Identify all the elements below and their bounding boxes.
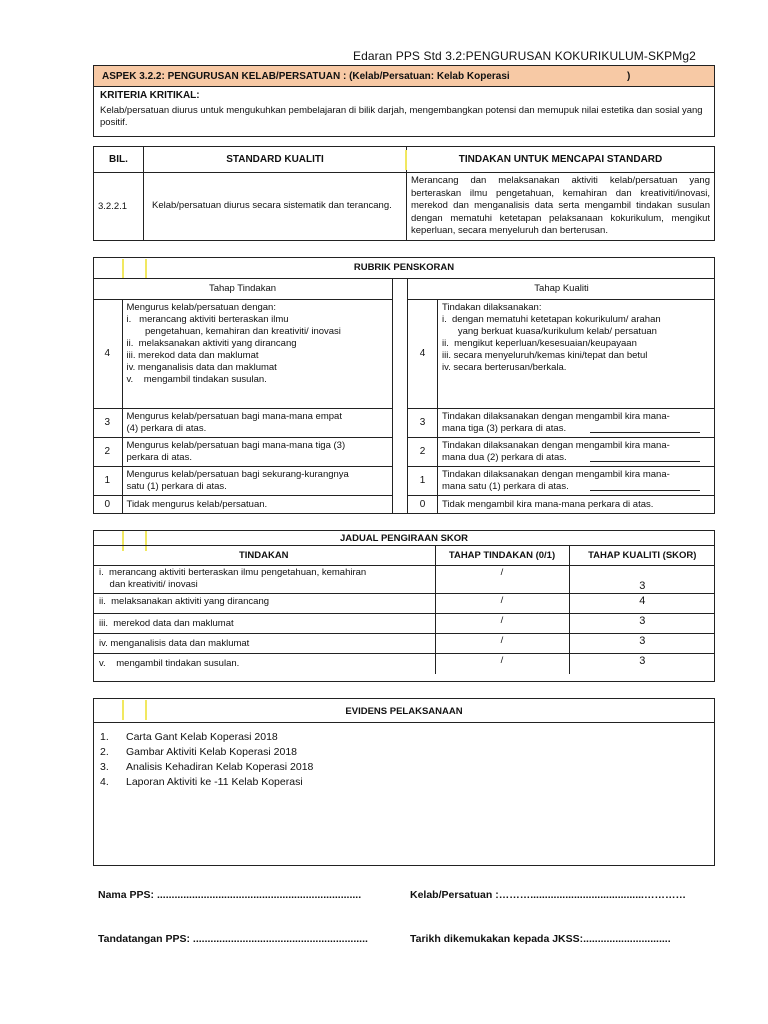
yellow-mark [122, 700, 124, 720]
rubrik-line: iv. menganalisis data dan maklumat [126, 361, 277, 373]
jadual-tt-value: / [435, 614, 569, 634]
rubrik-line: Tidak mengambil kira mana-mana perkara di atas. [438, 495, 716, 514]
rubrik-score: 1 [408, 466, 438, 495]
rubrik-title: RUBRIK PENSKORAN [353, 262, 455, 273]
rubrik-right-list-4 [442, 302, 711, 374]
jadual-tindakan-line: v. mengambil tindakan susulan. [93, 654, 435, 674]
yellow-mark [122, 259, 124, 279]
rubrik-line: v. mengambil tindakan susulan. [126, 373, 267, 385]
evidens-title: EVIDENS PELAKSANAAN [345, 706, 463, 717]
rubrik-line: (4) perkara di atas. [126, 422, 207, 434]
std-header-bil: BIL. [94, 147, 144, 173]
jadual-tt-value: / [435, 654, 569, 674]
evidens-item: 4. Laporan Aktiviti ke -11 Kelab Koperasi [100, 776, 303, 788]
kriteria-title: KRITERIA KRITIKAL: [100, 90, 200, 101]
blank-underline [590, 490, 700, 491]
jadual-table [93, 545, 715, 674]
jadual-header-tahap-tindakan: TAHAP TINDAKAN (0/1) [435, 546, 569, 566]
evidens-item: 2. Gambar Aktiviti Kelab Koperasi 2018 [100, 746, 298, 758]
jadual-tk-value: 3 [569, 654, 715, 674]
aspek-bar [93, 65, 715, 87]
rubrik-line: Tindakan dilaksanakan dengan mengambil kira mana- [442, 439, 670, 451]
jadual-tk-value: 3 [569, 614, 715, 634]
jadual-tindakan-line: i. merancang aktiviti berteraskan ilmu pengetahuan, kemahiran [99, 567, 367, 578]
rubrik-line: i. dengan mematuhi ketetapan kokurikulum/ arahan [442, 313, 661, 325]
tarikh-jkss-field[interactable]: Tarikh dikemukakan kepada JKSS:.............................. [410, 933, 671, 945]
document-header-title: Edaran PPS Std 3.2:PENGURUSAN KOKURIKULUM-SKPMg2 [353, 49, 696, 63]
yellow-mark [405, 150, 407, 170]
rubrik-score: 4 [408, 299, 438, 408]
jadual-tindakan-line: dan kreativiti/ inovasi [99, 579, 198, 590]
jadual-tk-value: 3 [569, 634, 715, 654]
rubrik-header-tahap-kualiti: Tahap Kualiti [408, 278, 716, 299]
jadual-tk-value: 4 [569, 594, 715, 614]
jadual-tt-value: / [435, 594, 569, 614]
rubrik-line: Mengurus kelab/persatuan bagi sekurang-kurangnya [126, 468, 349, 480]
rubrik-line: yang berkuat kuasa/kurikulum kelab/ persatuan [442, 325, 657, 337]
blank-underline [590, 461, 700, 462]
jadual-tindakan-line: ii. melaksanakan aktiviti yang dirancang [93, 594, 435, 614]
rubrik-line: satu (1) perkara di atas. [126, 480, 227, 492]
evidens-divider [93, 722, 715, 723]
rubrik-line: mana tiga (3) perkara di atas. [442, 422, 567, 434]
evidens-item: 3. Analisis Kehadiran Kelab Koperasi 2018 [100, 761, 314, 773]
blank-underline [590, 432, 700, 433]
rubrik-left-list-4 [127, 302, 389, 386]
aspek-close: ) [627, 71, 631, 82]
jadual-tindakan-line: iv. menganalisis data dan maklumat [93, 634, 435, 654]
rubrik-line: ii. mengikut keperluan/kesesuaian/keupayaan [442, 337, 637, 349]
rubrik-table-right [407, 278, 715, 514]
rubrik-line: iii. secara menyeluruh/kemas kini/tepat dan betul [442, 349, 648, 361]
rubrik-score: 2 [93, 437, 122, 466]
kriteria-box [93, 87, 715, 137]
evidens-list [100, 730, 313, 790]
nama-pps-field[interactable]: Nama PPS: ...................................................................... [98, 889, 362, 901]
rubrik-line: Tindakan dilaksanakan dengan mengambil kira mana- [442, 468, 670, 480]
kelab-persatuan-field[interactable]: Kelab/Persatuan :……….......................................………… [410, 889, 686, 901]
rubrik-line: mana satu (1) perkara di atas. [442, 480, 569, 492]
rubrik-line: i. merancang aktiviti berteraskan ilmu [126, 313, 289, 325]
rubrik-line: Mengurus kelab/persatuan bagi mana-mana tiga (3) [126, 439, 346, 451]
evidens-item: 1. Carta Gant Kelab Koperasi 2018 [100, 731, 278, 743]
jadual-tindakan-line: iii. merekod data dan maklumat [93, 614, 435, 634]
rubrik-line: Tidak mengurus kelab/persatuan. [122, 495, 393, 514]
rubrik-score: 1 [93, 466, 122, 495]
standard-table [93, 146, 715, 241]
rubrik-line: perkara di atas. [126, 451, 192, 463]
jadual-header-tindakan: TINDAKAN [93, 546, 435, 566]
std-row-standard: Kelab/persatuan diurus secara sistematik dan terancang. [144, 173, 407, 241]
rubrik-line: Mengurus kelab/persatuan dengan: [126, 301, 276, 313]
rubrik-line: iv. secara berterusan/berkala. [442, 361, 567, 373]
rubrik-header-tahap-tindakan: Tahap Tindakan [93, 278, 393, 299]
rubrik-line: Mengurus kelab/persatuan bagi mana-mana empat [126, 410, 342, 422]
jadual-tt-value: / [435, 566, 569, 594]
kriteria-text: Kelab/persatuan diurus untuk mengukuhkan pembelajaran di bilik darjah, mengembangkan potensi dan memupuk nilai estetika dan sosial yang positif. [100, 105, 703, 128]
aspek-label: ASPEK 3.2.2: PENGURUSAN KELAB/PERSATUAN : (Kelab/Persatuan: Kelab Koperasi [102, 71, 510, 82]
rubrik-score: 0 [408, 495, 438, 514]
rubrik-line: Tindakan dilaksanakan: [442, 301, 542, 313]
jadual-tt-value: / [435, 634, 569, 654]
rubrik-line: pengetahuan, kemahiran dan kreativiti/ inovasi [126, 325, 341, 337]
std-row-bil: 3.2.2.1 [94, 173, 144, 241]
rubrik-score: 4 [93, 299, 122, 408]
jadual-tk-value: 3 [569, 566, 715, 594]
rubrik-table-left [93, 278, 393, 514]
rubrik-score: 0 [93, 495, 122, 514]
rubrik-line: iii. merekod data dan maklumat [126, 349, 259, 361]
rubrik-line: Tindakan dilaksanakan dengan mengambil kira mana- [442, 410, 670, 422]
rubrik-line: ii. melaksanakan aktiviti yang dirancang [126, 337, 297, 349]
yellow-mark [145, 700, 147, 720]
rubrik-score: 2 [408, 437, 438, 466]
jadual-header-tahap-kualiti: TAHAP KUALITI (SKOR) [569, 546, 715, 566]
tandatangan-pps-field[interactable]: Tandatangan PPS: ............................................................ [98, 933, 368, 945]
std-header-standard: STANDARD KUALITI [144, 147, 407, 173]
rubrik-line: mana dua (2) perkara di atas. [442, 451, 567, 463]
std-row-tindakan: Merancang dan melaksanakan aktiviti kelab/persatuan yang berteraskan ilmu pengetahuan, kemahiran dan kreativiti/inovasi, merekod dan menganalisis data serta mengambil tindakan susulan dengan mematuhi ketetapan pelaksanaan kokurikulum, mengikut keperluan, secara menyeluruh dan berterusan. [407, 173, 715, 241]
rubrik-score: 3 [93, 408, 122, 437]
jadual-title: JADUAL PENGIRAAN SKOR [339, 533, 469, 544]
std-header-tindakan: TINDAKAN UNTUK MENCAPAI STANDARD [407, 147, 715, 173]
rubrik-score: 3 [408, 408, 438, 437]
yellow-mark [145, 259, 147, 279]
